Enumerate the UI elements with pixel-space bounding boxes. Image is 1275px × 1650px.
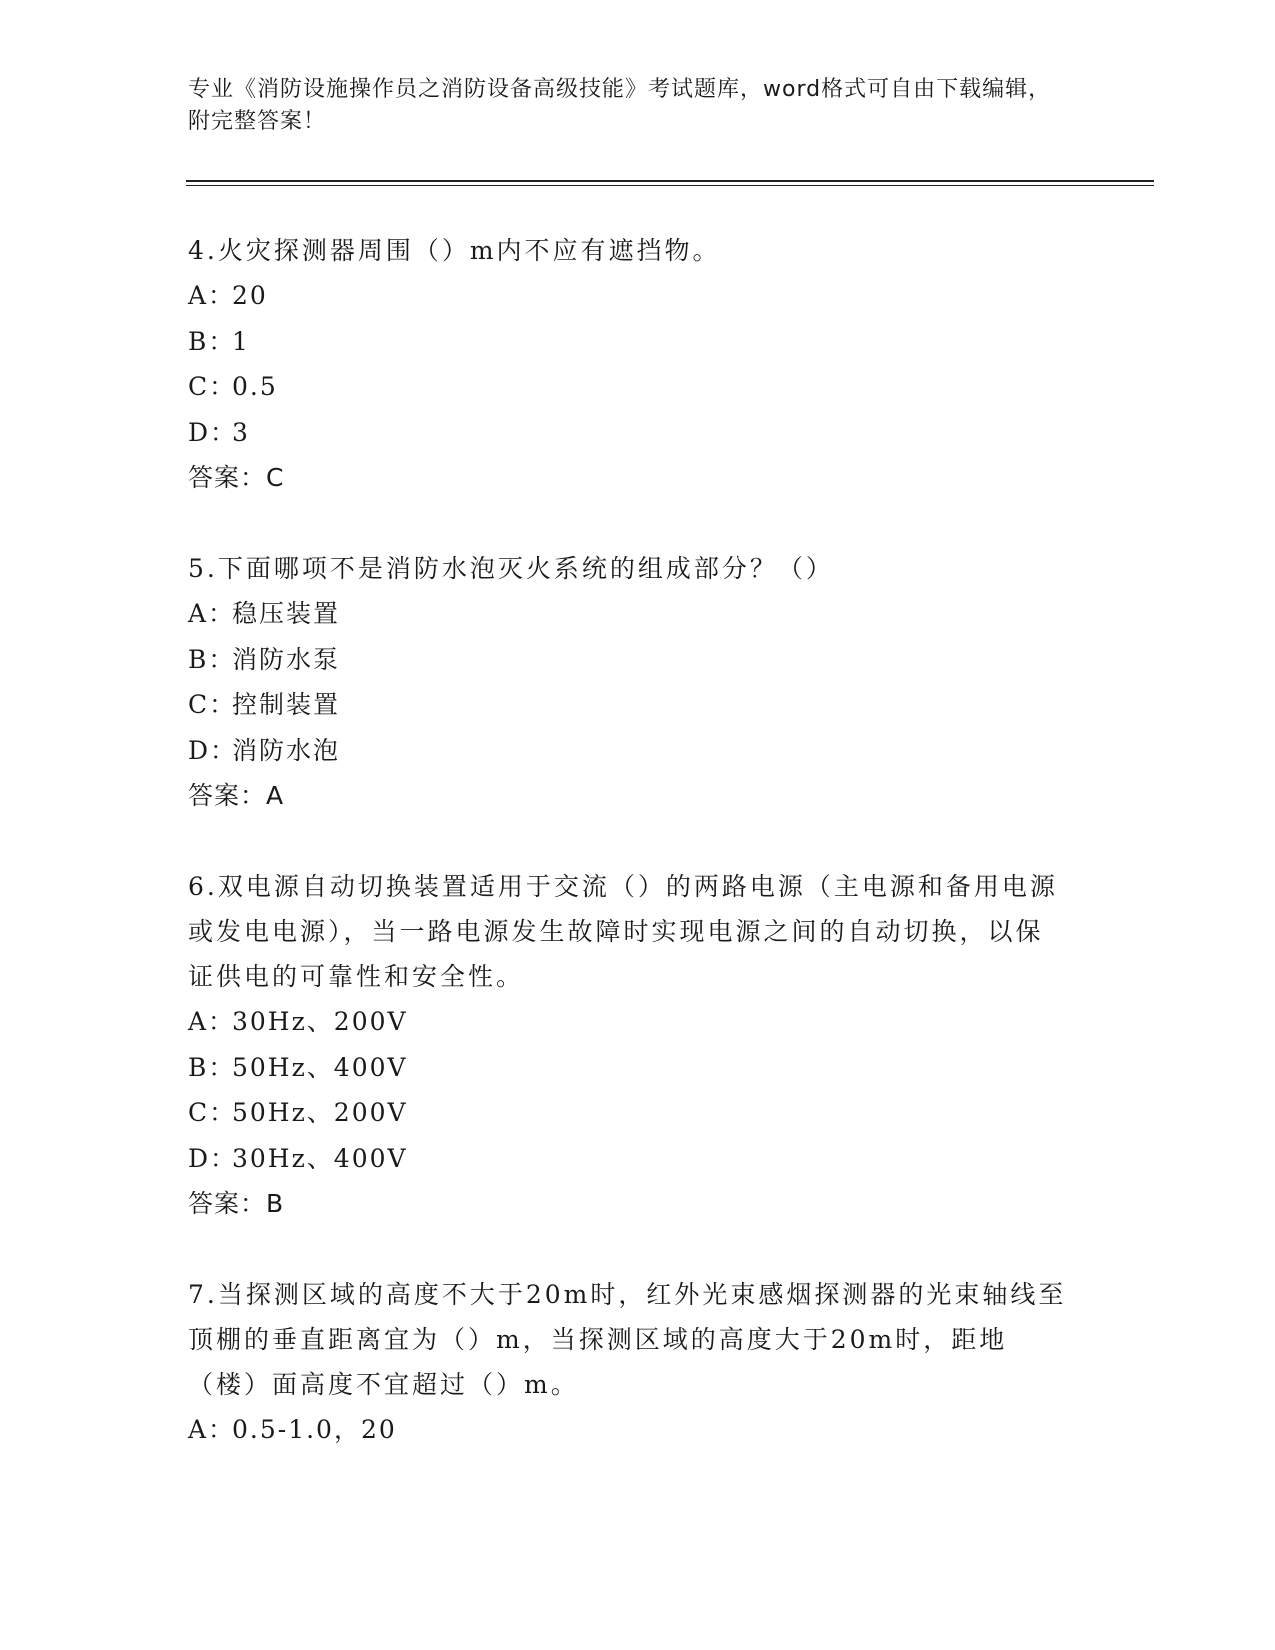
question-6 — [188, 864, 1068, 1226]
option-c — [188, 682, 1068, 728]
option-b — [188, 1045, 1068, 1091]
option-c — [188, 1090, 1068, 1136]
option-letter: A： — [188, 1415, 236, 1444]
document-header: 专业《消防设施操作员之消防设备高级技能》考试题库，word格式可自由下载编辑，附完整答案！ — [188, 77, 1052, 134]
option-a — [188, 999, 1068, 1045]
option-letter: C： — [188, 372, 237, 401]
header-divider-thin — [186, 185, 1154, 186]
option-value: 50Hz、400V — [232, 1052, 408, 1082]
option-value: 0.5 — [232, 372, 278, 401]
option-value: 1 — [232, 326, 250, 356]
question-text: 7.当探测区域的高度不大于20m时，红外光束感烟探测器的光束轴线至顶棚的垂直距离宜为（）m，当探测区域的高度大于20m时，距地（楼）面高度不宜超过（）m。 — [188, 1280, 1067, 1399]
option-a — [188, 1407, 1068, 1453]
answer-line: 答案：B — [188, 1189, 285, 1218]
option-value: 3 — [232, 417, 250, 447]
option-b — [188, 319, 1068, 365]
question-5 — [188, 546, 1068, 818]
option-letter: D： — [188, 1143, 238, 1173]
option-value: 消防水泵 — [232, 644, 341, 674]
option-letter: C： — [188, 1098, 237, 1127]
answer-line: 答案：A — [188, 781, 285, 810]
option-value: 30Hz、200V — [232, 1007, 408, 1036]
question-7 — [188, 1272, 1068, 1453]
option-value: 20 — [232, 281, 268, 310]
option-value: 消防水泡 — [232, 735, 341, 765]
header-divider-thick — [186, 180, 1154, 182]
option-a — [188, 591, 1068, 637]
option-value: 控制装置 — [232, 690, 341, 719]
option-c — [188, 364, 1068, 410]
option-a — [188, 273, 1068, 319]
option-value: 30Hz、400V — [232, 1143, 408, 1173]
option-value: 稳压装置 — [232, 599, 341, 628]
option-letter: C： — [188, 690, 237, 719]
option-letter: A： — [188, 1007, 236, 1036]
question-text: 6.双电源自动切换装置适用于交流（）的两路电源（主电源和备用电源或发电电源），当一路电源发生故障时实现电源之间的自动切换，以保证供电的可靠性和安全性。 — [188, 872, 1058, 991]
option-letter: A： — [188, 281, 236, 310]
option-letter: B： — [188, 326, 236, 356]
question-text: 4.火灾探测器周围（）m内不应有遮挡物。 — [188, 236, 721, 265]
option-letter: D： — [188, 417, 238, 447]
option-d — [188, 728, 1068, 774]
question-text: 5.下面哪项不是消防水泡灭火系统的组成部分？（） — [188, 554, 834, 583]
option-letter: D： — [188, 735, 238, 765]
option-letter: B： — [188, 644, 236, 674]
option-d — [188, 410, 1068, 456]
option-value: 50Hz、200V — [232, 1098, 408, 1127]
question-4 — [188, 228, 1068, 500]
option-value: 0.5-1.0，20 — [232, 1415, 397, 1444]
option-letter: B： — [188, 1052, 236, 1082]
option-b — [188, 637, 1068, 683]
option-letter: A： — [188, 599, 236, 628]
option-d — [188, 1136, 1068, 1182]
answer-line: 答案：C — [188, 463, 285, 492]
